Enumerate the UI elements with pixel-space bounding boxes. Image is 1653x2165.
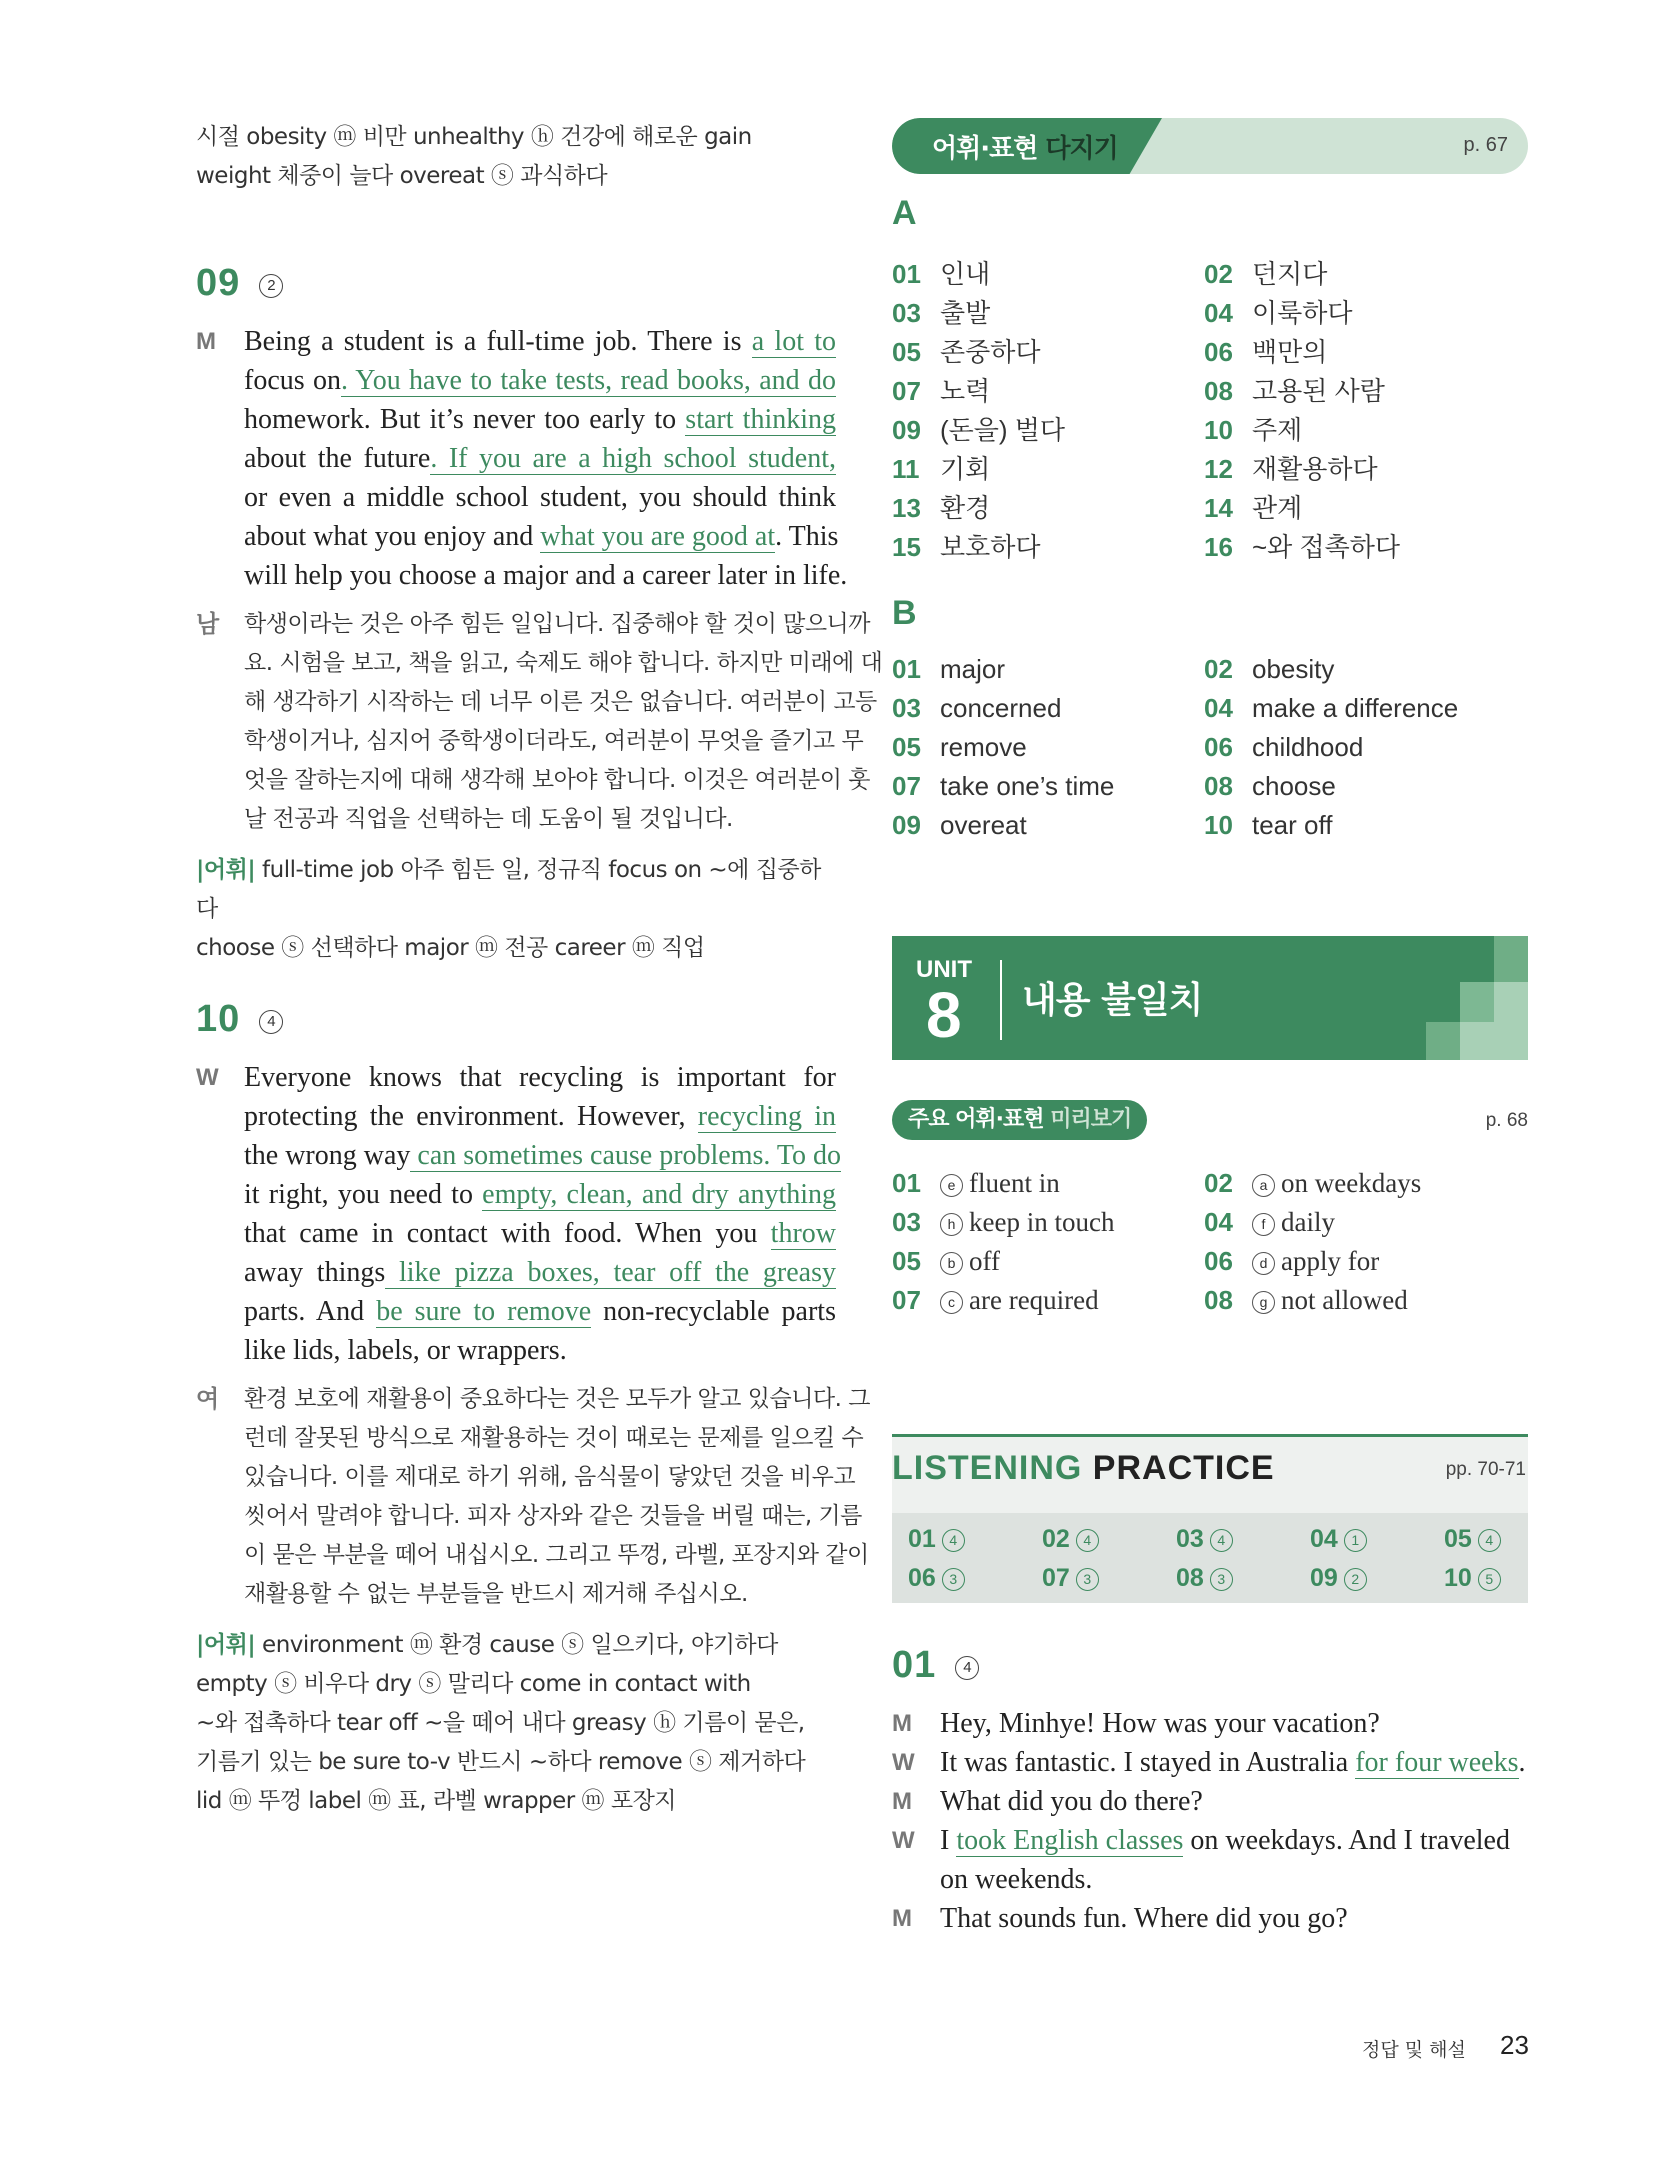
- item-answer: 인내: [940, 259, 991, 289]
- answer-circle: 5: [1478, 1568, 1501, 1591]
- question-number: 01: [892, 1644, 937, 1686]
- item-answer: 존중하다: [940, 337, 1041, 367]
- answer-number: 01: [908, 1525, 936, 1553]
- transcript-ko-lines: [244, 1380, 870, 1614]
- item-answer: 이룩하다: [1252, 298, 1353, 328]
- preview-item: [1204, 1207, 1335, 1238]
- item-answer: 노력: [940, 376, 991, 406]
- preview-item: [892, 1246, 1000, 1277]
- banner-page: p. 67: [1463, 134, 1508, 156]
- section-b-item: [1204, 654, 1334, 685]
- section-b-item: [892, 771, 1114, 802]
- answer-circle: 2: [259, 274, 283, 298]
- section-b-item: [1204, 810, 1332, 841]
- unit-label: UNIT: [916, 956, 972, 983]
- transcript-line: 있습니다. 이를 제대로 하기 위해, 음식물이 닿았던 것을 비우고: [244, 1464, 856, 1490]
- section-a-item: [1204, 293, 1352, 330]
- question-10: [196, 998, 870, 1821]
- key-phrase: throw: [770, 1218, 836, 1249]
- item-answer: obesity: [1252, 654, 1335, 684]
- item-number: 01: [892, 259, 921, 289]
- answer-circle: 3: [1076, 1568, 1099, 1591]
- vocab-line: choose ⓢ 선택하다 major ⓜ 전공 career ⓜ 직업: [196, 935, 705, 961]
- practice-answer: [908, 1525, 971, 1554]
- option-letter: e: [940, 1174, 963, 1197]
- key-phrase: . If you are a high school student,: [430, 443, 836, 474]
- vocab-label: |어휘|: [196, 857, 256, 883]
- item-answer: tear off: [1252, 810, 1333, 840]
- section-b-item: [892, 693, 1061, 724]
- transcript-line: [244, 556, 848, 595]
- listening-practice-box: [892, 1434, 1528, 1603]
- preview-title-b: 미리보기: [1050, 1107, 1132, 1132]
- banner-title-a: 어휘·표현: [932, 134, 1046, 164]
- item-answer: make a difference: [1252, 693, 1459, 723]
- practice-answer: [1310, 1564, 1373, 1593]
- transcript-line: 요. 시험을 보고, 책을 읽고, 숙제도 해야 합니다. 하지만 미래에 대: [244, 650, 883, 676]
- text-segment: .: [1518, 1747, 1526, 1778]
- item-answer: on weekdays: [1281, 1168, 1422, 1198]
- item-number: 01: [892, 654, 921, 684]
- dialogue-line: [892, 1899, 1532, 1938]
- transcript-ko: [196, 1380, 870, 1614]
- item-number: 05: [892, 732, 921, 762]
- banner-title-b: 다지기: [1045, 134, 1118, 164]
- intro-vocab: [196, 118, 836, 196]
- answer-number: 02: [1042, 1525, 1070, 1553]
- section-a-item: [892, 371, 990, 408]
- section-a-item: [892, 410, 1065, 447]
- section-b-item: [1204, 693, 1458, 724]
- practice-answer: [1444, 1525, 1507, 1554]
- section-a-item: [892, 332, 1040, 369]
- item-number: 08: [1204, 376, 1233, 406]
- item-number: 05: [892, 337, 921, 367]
- footer-label: 정답 및 해설: [1362, 2039, 1466, 2061]
- item-number: 16: [1204, 532, 1233, 562]
- transcript-line: [244, 1175, 836, 1214]
- answer-circle: 4: [942, 1529, 965, 1552]
- vocab-line: [196, 1665, 836, 1704]
- answer-number: 03: [1176, 1525, 1204, 1553]
- practice-answer: [1310, 1525, 1373, 1554]
- transcript-line: [244, 1214, 836, 1253]
- text-segment: parts. And: [244, 1296, 377, 1327]
- text-segment: that came in contact with food. When you: [244, 1218, 771, 1249]
- unit-deco-block: [1494, 982, 1528, 1060]
- text-segment: focus on: [244, 365, 341, 396]
- item-number: 01: [892, 1168, 921, 1198]
- vocab-text: 기름기 있는 be sure to-v 반드시 ~하다 remove ⓢ 제거하다: [196, 1749, 806, 1775]
- practice-answer: [1444, 1564, 1507, 1593]
- key-phrase: like pizza boxes, tear off the greasy: [385, 1257, 836, 1288]
- text-segment: the wrong way: [244, 1140, 411, 1171]
- text-segment: on weekdays. And I traveled: [1183, 1825, 1510, 1856]
- transcript-line: 환경 보호에 재활용이 중요하다는 것은 모두가 알고 있습니다. 그: [244, 1386, 870, 1412]
- preview-pill: [892, 1100, 1147, 1140]
- intro-vocab-line1: 시절 obesity ⓜ 비만 unhealthy ⓗ 건강에 해로운 gain: [196, 124, 752, 150]
- key-phrase: a lot to: [751, 326, 836, 357]
- unit-banner: [892, 936, 1528, 1060]
- section-a-item: [1204, 371, 1385, 408]
- text-segment: That sounds fun. Where did you go?: [940, 1903, 1348, 1934]
- text-segment: I: [940, 1825, 957, 1856]
- transcript-line: 학생이거나, 심지어 중학생이더라도, 여러분이 무엇을 즐기고 무: [244, 728, 864, 754]
- speaker-label: W: [892, 1827, 915, 1854]
- dialogue-line: [892, 1860, 1532, 1899]
- question-01-header: [892, 1644, 1532, 1696]
- answer-number: 07: [1042, 1564, 1070, 1592]
- item-number: 07: [892, 1285, 921, 1315]
- answer-circle: 3: [1210, 1568, 1233, 1591]
- text-segment: about the future: [244, 443, 431, 474]
- section-a-item: [1204, 254, 1327, 291]
- transcript-line: [244, 1331, 836, 1370]
- item-number: 14: [1204, 493, 1233, 523]
- speaker-label: 여: [196, 1385, 219, 1413]
- vocab-practice-banner: [892, 118, 1528, 174]
- item-answer: 기회: [940, 454, 991, 484]
- item-number: 03: [892, 298, 921, 328]
- item-number: 07: [892, 771, 921, 801]
- unit-deco-block: [1426, 1022, 1460, 1060]
- practice-title: [892, 1449, 1275, 1488]
- vocab-label: |어휘|: [196, 1632, 256, 1658]
- unit-deco-block: [1460, 982, 1494, 1022]
- option-letter: c: [940, 1291, 963, 1314]
- item-answer: not allowed: [1281, 1285, 1408, 1315]
- section-a-label: A: [892, 194, 917, 232]
- transcript-line: [244, 1097, 836, 1136]
- item-number: 04: [1204, 1207, 1233, 1237]
- section-b-item: [892, 732, 1027, 763]
- item-number: 13: [892, 493, 921, 523]
- transcript-line: 해 생각하기 시작하는 데 너무 이른 것은 없습니다. 여러분이 고등: [244, 689, 877, 715]
- option-letter: d: [1252, 1252, 1275, 1275]
- text-segment: . This: [775, 521, 839, 552]
- text-segment: like lids, labels, or wrappers.: [244, 1335, 567, 1366]
- vocab-line: [196, 1704, 836, 1743]
- transcript-line: 날 전공과 직업을 선택하는 데 도움이 될 것입니다.: [244, 806, 733, 832]
- dialogue-line: [892, 1704, 1532, 1743]
- section-a-item: [892, 254, 990, 291]
- item-answer: 관계: [1252, 493, 1303, 523]
- speaker-label: M: [892, 1710, 912, 1737]
- answer-circle: 3: [942, 1568, 965, 1591]
- section-a-item: [892, 527, 1040, 564]
- item-answer: (돈을) 벌다: [940, 415, 1066, 445]
- practice-answer: [1176, 1525, 1239, 1554]
- question-number: 10: [196, 998, 241, 1040]
- preview-title-a: 주요 어휘·표현: [908, 1107, 1051, 1132]
- item-answer: childhood: [1252, 732, 1364, 762]
- item-number: 08: [1204, 771, 1233, 801]
- question-number: 09: [196, 262, 241, 304]
- preview-item: [1204, 1168, 1421, 1199]
- answer-number: 05: [1444, 1525, 1472, 1553]
- text-segment: or even a middle school student, you should think: [244, 482, 836, 513]
- transcript-line: [244, 1136, 842, 1175]
- option-letter: g: [1252, 1291, 1275, 1314]
- vocab-text: ~와 접촉하다 tear off ~을 떼어 내다 greasy ⓗ 기름이 묻은,: [196, 1710, 805, 1736]
- item-answer: off: [969, 1246, 1000, 1276]
- vocab-line: [196, 1743, 836, 1782]
- item-number: 15: [892, 532, 921, 562]
- vocab-line: [196, 1626, 836, 1665]
- question-09: [196, 262, 883, 968]
- item-number: 03: [892, 693, 921, 723]
- banner-title: [932, 128, 1118, 165]
- vocab-line: [196, 851, 836, 929]
- item-number: 06: [1204, 337, 1233, 367]
- preview-item: [1204, 1246, 1379, 1277]
- transcript-line: 런데 잘못된 방식으로 재활용하는 것이 때로는 문제를 일으킬 수: [244, 1425, 864, 1451]
- dialogue-lines: [892, 1704, 1532, 1938]
- item-answer: concerned: [940, 693, 1062, 723]
- transcript-en-lines: [244, 1058, 842, 1370]
- transcript-line: [244, 1058, 836, 1097]
- vocab-lines: [196, 1626, 836, 1821]
- answer-circle: 4: [259, 1010, 283, 1034]
- question-09-header: [196, 262, 836, 314]
- key-phrase: took English classes: [956, 1825, 1184, 1856]
- transcript-en: [196, 1058, 842, 1370]
- item-number: 10: [1204, 415, 1233, 445]
- text-segment: Being a student is a full-time job. There is: [244, 326, 752, 357]
- item-answer: daily: [1281, 1207, 1335, 1237]
- item-number: 04: [1204, 298, 1233, 328]
- section-b-label: B: [892, 594, 917, 632]
- transcript-en-lines: [244, 322, 848, 595]
- item-answer: apply for: [1281, 1246, 1380, 1276]
- transcript-line: 학생이라는 것은 아주 힘든 일입니다. 집중해야 할 것이 많으니까: [244, 611, 870, 637]
- practice-answer: [908, 1564, 971, 1593]
- dialogue-line: [892, 1821, 1532, 1860]
- key-phrase: be sure to remove: [376, 1296, 592, 1327]
- item-answer: ~와 접촉하다: [1252, 532, 1400, 562]
- answer-number: 08: [1176, 1564, 1204, 1592]
- text-segment: It was fantastic. I stayed in Australia: [940, 1747, 1356, 1778]
- practice-answer: [1042, 1525, 1105, 1554]
- item-answer: 백만의: [1252, 337, 1328, 367]
- preview-item: [892, 1285, 1099, 1316]
- text-segment: protecting the environment. However,: [244, 1101, 698, 1132]
- item-answer: 재활용하다: [1252, 454, 1378, 484]
- item-number: 05: [892, 1246, 921, 1276]
- item-number: 08: [1204, 1285, 1233, 1315]
- section-a-item: [1204, 527, 1400, 564]
- transcript-line: [244, 1253, 836, 1292]
- transcript-line: [244, 322, 836, 361]
- item-answer: overeat: [940, 810, 1027, 840]
- section-a-item: [1204, 449, 1378, 486]
- item-number: 06: [1204, 1246, 1233, 1276]
- item-number: 07: [892, 376, 921, 406]
- item-number: 11: [892, 454, 920, 484]
- item-number: 12: [1204, 454, 1233, 484]
- speaker-label: W: [892, 1749, 915, 1776]
- item-answer: choose: [1252, 771, 1336, 801]
- text-segment: about what you enjoy and: [244, 521, 541, 552]
- practice-answer: [1176, 1564, 1239, 1593]
- vocab-box: [196, 1626, 836, 1821]
- speaker-label: M: [196, 328, 216, 355]
- section-a-item: [892, 488, 990, 525]
- section-a-item: [892, 293, 990, 330]
- speaker-label: 남: [196, 610, 219, 638]
- section-a-item: [1204, 332, 1327, 369]
- speaker-label: W: [196, 1064, 219, 1091]
- transcript-line: 이 묻은 부분을 떼어 내십시오. 그리고 뚜껑, 라벨, 포장지와 같이: [244, 1542, 869, 1568]
- speaker-label: M: [892, 1905, 912, 1932]
- item-number: 02: [1204, 654, 1233, 684]
- practice-answer: [1042, 1564, 1105, 1593]
- transcript-line: 엇을 잘하는지에 대해 생각해 보아야 합니다. 이것은 여러분이 훗: [244, 767, 870, 793]
- unit-divider: [1000, 960, 1002, 1040]
- item-answer: 보호하다: [940, 532, 1041, 562]
- key-phrase: . You have to take tests, read books, and do: [341, 365, 836, 396]
- dialogue-line: [892, 1782, 1532, 1821]
- item-number: 02: [1204, 259, 1233, 289]
- unit-number: 8: [926, 979, 962, 1051]
- transcript-ko: [196, 605, 883, 839]
- transcript-line: [244, 1292, 836, 1331]
- key-phrase: what you are good at: [540, 521, 776, 552]
- answer-circle: 1: [1344, 1529, 1367, 1552]
- text-segment: non-recyclable parts: [591, 1296, 836, 1327]
- question-01: [892, 1644, 1532, 1938]
- option-letter: h: [940, 1213, 963, 1236]
- vocab-text: environment ⓜ 환경 cause ⓢ 일으키다, 야기하다: [255, 1632, 778, 1658]
- section-b-item: [892, 810, 1027, 841]
- transcript-line: 씻어서 말려야 합니다. 피자 상자와 같은 것들을 버릴 때는, 기름: [244, 1503, 862, 1529]
- answer-circle: 4: [1210, 1529, 1233, 1552]
- item-number: 06: [1204, 732, 1233, 762]
- item-answer: 환경: [940, 493, 991, 523]
- key-phrase: can sometimes cause problems. To do: [410, 1140, 842, 1171]
- unit-title: 내용 불일치: [1022, 980, 1203, 1021]
- key-phrase: empty, clean, and dry anything: [482, 1179, 837, 1210]
- key-phrase: recycling in: [697, 1101, 836, 1132]
- item-answer: 고용된 사람: [1252, 376, 1385, 406]
- answer-circle: 4: [1478, 1529, 1501, 1552]
- item-answer: take one’s time: [940, 771, 1115, 801]
- option-letter: b: [940, 1252, 963, 1275]
- section-a-item: [1204, 488, 1302, 525]
- item-answer: keep in touch: [969, 1207, 1115, 1237]
- practice-title-b: PRACTICE: [1092, 1449, 1275, 1487]
- preview-item: [892, 1168, 1060, 1199]
- preview-item: [1204, 1285, 1408, 1316]
- item-number: 03: [892, 1207, 921, 1237]
- transcript-line: [244, 400, 836, 439]
- section-a-item: [1204, 410, 1302, 447]
- item-number: 09: [892, 415, 921, 445]
- item-answer: remove: [940, 732, 1027, 762]
- item-number: 04: [1204, 693, 1233, 723]
- text-segment: will help you choose a major and a career later in life.: [244, 560, 848, 591]
- practice-page: pp. 70-71: [1445, 1459, 1526, 1480]
- transcript-en: [196, 322, 848, 595]
- text-segment: away things: [244, 1257, 386, 1288]
- item-number: 09: [892, 810, 921, 840]
- answer-number: 09: [1310, 1564, 1338, 1592]
- text-segment: homework. But it’s never too early to: [244, 404, 686, 435]
- practice-title-a: LISTENING: [892, 1449, 1093, 1487]
- vocab-box: [196, 851, 836, 968]
- option-letter: f: [1252, 1213, 1275, 1236]
- item-answer: major: [940, 654, 1006, 684]
- preview-page: p. 68: [1485, 1110, 1528, 1131]
- section-b-item: [1204, 771, 1336, 802]
- preview-item: [892, 1207, 1114, 1238]
- key-phrase: start thinking: [685, 404, 837, 435]
- speaker-label: M: [892, 1788, 912, 1815]
- vocab-text: full-time job 아주 힘든 일, 정규직 focus on ~에 집중하다: [196, 857, 821, 922]
- answer-circle: 4: [1076, 1529, 1099, 1552]
- option-letter: a: [1252, 1174, 1275, 1197]
- item-answer: 던지다: [1252, 259, 1328, 289]
- page-number: 23: [1500, 2030, 1529, 2060]
- item-answer: 출발: [940, 298, 991, 328]
- text-segment: Hey, Minhye! How was your vacation?: [940, 1708, 1380, 1739]
- transcript-line: [244, 439, 836, 478]
- answer-number: 04: [1310, 1525, 1338, 1553]
- transcript-ko-lines: [244, 605, 883, 839]
- vocab-line: [196, 1782, 836, 1821]
- answer-number: 06: [908, 1564, 936, 1592]
- key-phrase: for four weeks: [1355, 1747, 1519, 1778]
- item-number: 02: [1204, 1168, 1233, 1198]
- unit-deco-block: [1460, 1022, 1494, 1060]
- section-b-item: [1204, 732, 1363, 763]
- transcript-line: 재활용할 수 없는 부분들을 반드시 제거해 주십시오.: [244, 1581, 748, 1607]
- transcript-line: [244, 361, 836, 400]
- answer-number: 10: [1444, 1564, 1472, 1592]
- item-answer: are required: [969, 1285, 1099, 1315]
- section-b-item: [892, 654, 1005, 685]
- dialogue-line: [892, 1743, 1532, 1782]
- text-segment: What did you do there?: [940, 1786, 1203, 1817]
- text-segment: on weekends.: [940, 1864, 1093, 1895]
- section-a-item: [892, 449, 990, 486]
- item-number: 10: [1204, 810, 1233, 840]
- transcript-line: [244, 517, 839, 556]
- answer-circle: 4: [955, 1656, 979, 1680]
- transcript-line: [244, 478, 836, 517]
- item-answer: fluent in: [969, 1168, 1060, 1198]
- text-segment: Everyone knows that recycling is important for: [244, 1062, 836, 1093]
- unit-deco-block: [1494, 936, 1528, 982]
- intro-vocab-line2: weight 체중이 늘다 overeat ⓢ 과식하다: [196, 163, 608, 189]
- text-segment: it right, you need to: [244, 1179, 483, 1210]
- answer-circle: 2: [1344, 1568, 1367, 1591]
- vocab-text: empty ⓢ 비우다 dry ⓢ 말리다 come in contact with: [196, 1671, 751, 1697]
- item-answer: 주제: [1252, 415, 1303, 445]
- vocab-text: lid ⓜ 뚜껑 label ⓜ 표, 라벨 wrapper ⓜ 포장지: [196, 1788, 677, 1814]
- question-10-header: [196, 998, 836, 1050]
